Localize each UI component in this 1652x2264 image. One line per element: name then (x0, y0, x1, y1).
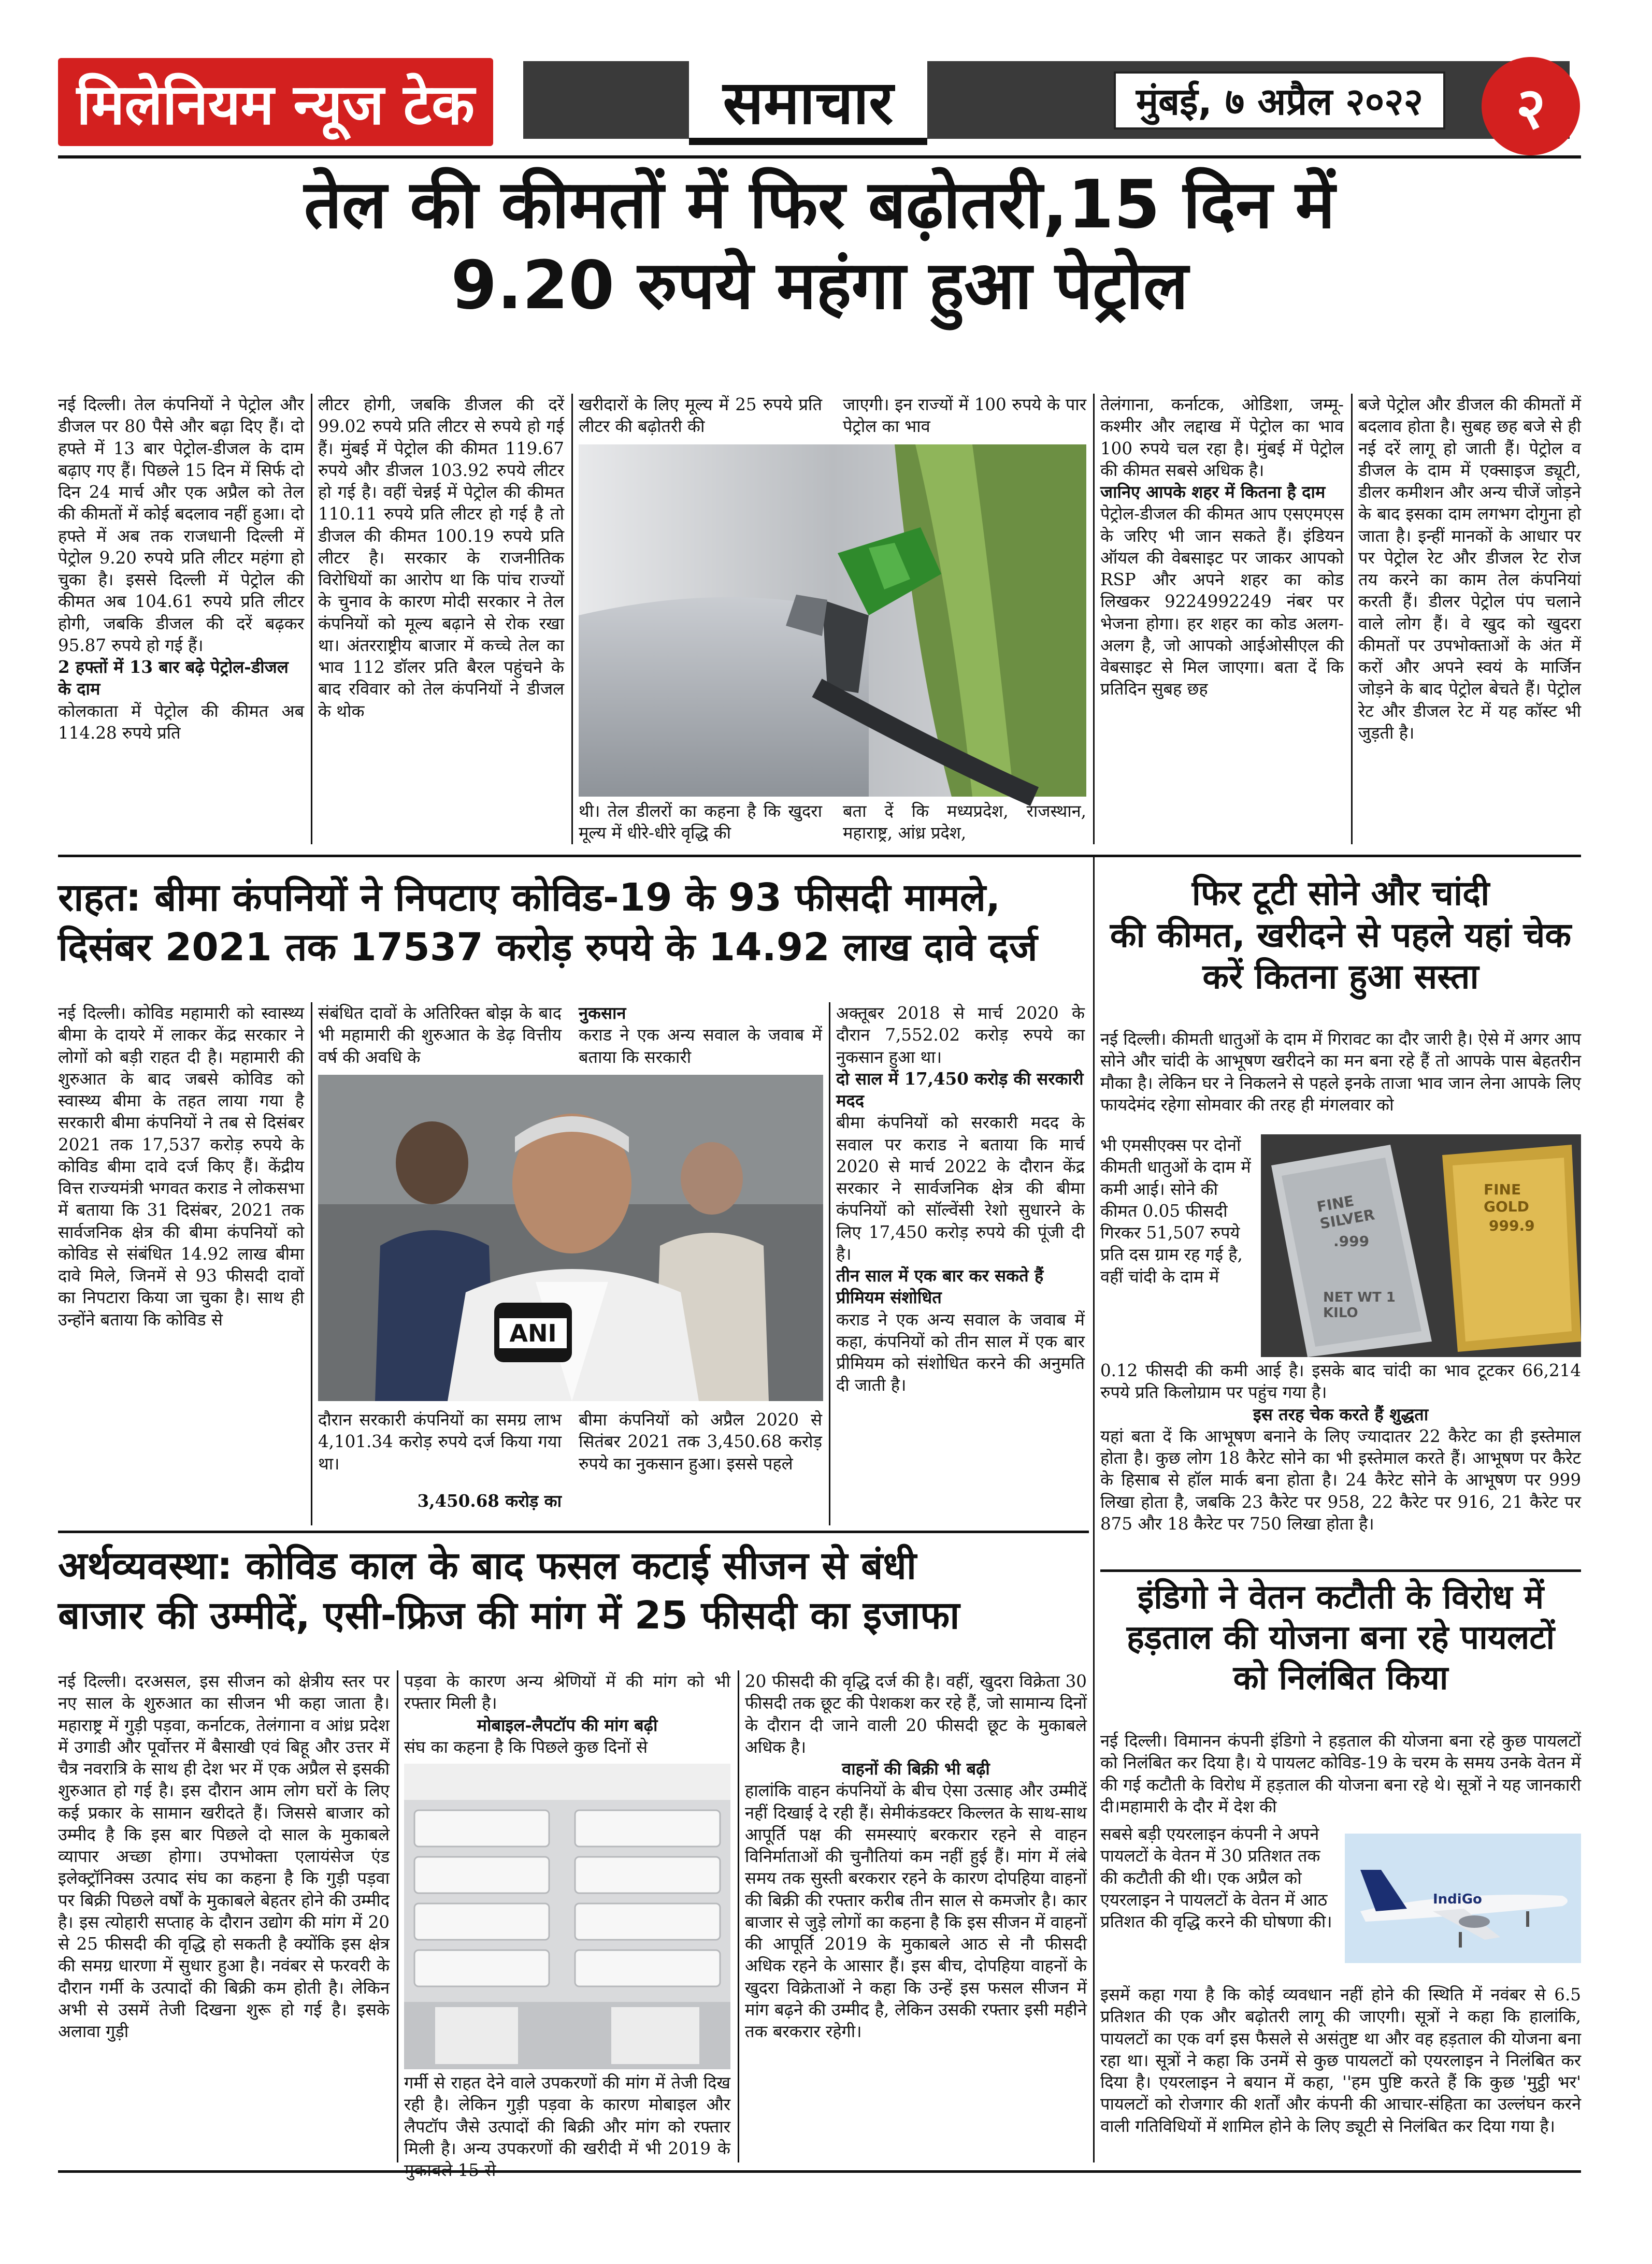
story3-side-text (1100, 1134, 1256, 1357)
story1-headline-line1: तेल की कीमतों में फिर बढ़ोतरी,15 दिन में (304, 166, 1335, 243)
indigo-livery-label: IndiGo (1433, 1892, 1482, 1907)
silver-bar-purity: .999 (1333, 1233, 1370, 1250)
indigo-aircraft-photo (1345, 1834, 1581, 1963)
story2-col4-subhead-2: तीन साल में एक बार कर सकते हैं प्रीमियम संशोधित (836, 1265, 1044, 1308)
story5-headline-line3: को निलंबित किया (1233, 1659, 1448, 1698)
minister-illustration (318, 1075, 823, 1401)
story2-column-3-bottom (579, 1409, 822, 1525)
story3-subhead: इस तरह चेक करते हैं शुद्धता (1253, 1404, 1429, 1424)
story1-col4-top: जाएगी। इन राज्यों में 100 रुपये के पार पेट्रोल का भाव (843, 395, 1086, 437)
column-divider (738, 1670, 739, 2162)
story1-col5-text: तेलंगाना, कर्नाटक, ओडिशा, जम्मू-कश्मीर और लद्दाख में पेट्रोल का भाव 100 रुपये चल रहा है। मुंबई में पेट्रोल की कीमत सबसे अधिक है। (1100, 395, 1344, 480)
section-rule (58, 855, 1581, 857)
silver-bar-weight: NET WT 1 KILO (1323, 1290, 1396, 1321)
gold-bar-purity: 999.9 (1489, 1217, 1535, 1234)
column-divider (829, 1002, 830, 1525)
story1-col5-tail: पेट्रोल-डीजल की कीमत आप एसएमएस के जरिए भी जान सकते हैं। इंडियन ऑयल की वेबसाइट पर जाकर आपको RSP और अपने शहर का कोड लिखकर 9224992249 नंबर पर भेजना होगा। हर शहर का कोड अलग-अलग है, जो आपको आईओसीएल की वेबसाइट से मिल जाएगा। बता दें कि प्रतिदिन सुबह छह (1100, 504, 1344, 699)
story1-column-2 (318, 394, 564, 844)
story5-headline-line1: इंडिगो ने वेतन कटौती के विरोध में (1137, 1578, 1544, 1617)
ani-mic-label: ANI (499, 1318, 567, 1348)
story4-column-3 (745, 1670, 1087, 2162)
story2-col4-a: अक्तूबर 2018 से मार्च 2020 के दौरान 7,552.02 करोड़ रुपये का नुकसान हुआ था। (836, 1003, 1085, 1067)
story1-subhead: 2 हफ्तों में 13 बार बढ़े पेट्रोल-डीजल के दाम (58, 657, 289, 699)
petrol-nozzle-illustration (579, 444, 1086, 797)
appliance-store-photo (404, 1764, 730, 2069)
section-rule (1100, 1569, 1581, 1572)
story1-col3-bottom: थी। तेल डीलरों का कहना है कि खुदरा मूल्य में धीरे-धीरे वृद्धि की (579, 801, 822, 843)
story4-headline (58, 1541, 1089, 1640)
story4-headline-line1: अर्थव्यवस्था: कोविड काल के बाद फसल कटाई सीजन से बंधी (58, 1544, 917, 1588)
story2-headline-line2: दिसंबर 2021 तक 17537 करोड़ रुपये के 14.92 लाख दावे दर्ज (58, 925, 1038, 970)
story2-column-3-top (579, 1002, 822, 1070)
story1-col6-text: बजे पेट्रोल और डीजल की कीमतों में बदलाव होता है। सुबह छह बजे से ही नई दरें लागू हो जाती हैं। पेट्रोल व डीजल के दाम में एक्साइज ड्यूटी, डीलर कमीशन और अन्य चीजें जोड़ने के बाद इसका दाम लगभग दोगुना हो जाता है। इन्हीं मानकों के आधार पर पर पेट्रोल रेट और डीजल रेट रोज तय करने का काम तेल कंपनियां करती हैं। डीलर पेट्रोल पंप चलाने वाले लोग हैं। वे खुद को खुदरा कीमतों पर उपभोक्ताओं के अंत में करों और अपने स्वयं के मार्जिन जोड़ने के बाद पेट्रोल बेचते हैं। पेट्रोल रेट और डीजल रेट में यह कॉस्ट भी जुड़ती है। (1358, 395, 1581, 743)
story3-headline-line1: फिर टूटी सोने और चांदी (1191, 873, 1490, 913)
story2-col4-c: कराड ने एक अन्य सवाल के जवाब में कहा, कंपनियों को तीन साल में एक बार प्रीमियम को संशोधित करने की अनुमति दी जाती है। (836, 1309, 1085, 1395)
story5-tail: इसमें कहा गया है कि कोई व्यवधान नहीं होने की स्थिति में नवंबर से 6.5 प्रतिशत की एक और बढ़ोतरी लागू की जाएगी। सूत्रों ने कहा कि हालांकि, पायलटों का एक वर्ग इस फैसले से असंतुष्ट था और वह हड़ताल की योजना बना रहा था। सूत्रों ने कहा कि उनमें से कुछ पायलटों को एयरलाइन ने निलंबित कर दिया है। एयरलाइन ने बयान में कहा, ''हम पुष्टि करते हैं कि कुछ 'मुट्ठी भर' पायलटों को रोजगार की शर्तों और कंपनी की आचार-संहिता का उल्लंघन करने वाली गतिविधियों में शामिल होने के लिए ड्यूटी से निलंबित कर दिया गया है। (1100, 1985, 1581, 2136)
story5-body (1100, 1984, 1581, 2165)
story3-headline-line2: की कीमत, खरीदने से पहले यहां चेक (1110, 915, 1572, 955)
story1-col4-bottom: बता दें कि मध्यप्रदेश, राजस्थान, महाराष्ट्र, आंध्र प्रदेश, (843, 801, 1086, 843)
story1-column-6 (1358, 394, 1581, 844)
story3-lead (1100, 1028, 1581, 1132)
story4-col3-b: हालांकि वाहन कंपनियों के बीच ऐसा उत्साह और उम्मीदें नहीं दिखाई दे रही हैं। सेमीकंडक्टर किल्लत के साथ-साथ आपूर्ति पक्ष की समस्याएं बरकरार रहने से वाहन विनिर्माताओं की चुनौतियां कम नहीं हुई हैं। मांग में लंबे समय तक सुस्ती बरकरार रहने के कारण दोपहिया वाहनों की बिक्री की रफ्तार करीब तीन साल से कमजोर है। कार बाजार से जुड़े लोगों का कहना है कि इस सीजन में वाहनों की आपूर्ति 2019 के मुकाबले आठ से नौ फीसदी अधिक रहने के आसार हैं। इस बीच, दोपहिया वाहनों के खुदरा विक्रेताओं ने कहा कि उन्हें इस फसल सीजन में मांग बढ़ने की उम्मीद है, लेकिन उसकी रफ्तार इसी महीने तक बरकरार रहेगी। (745, 1781, 1087, 2041)
story1-column-5 (1100, 394, 1344, 844)
story2-headline-line1: राहत: बीमा कंपनियों ने निपटाए कोविड-19 के 93 फीसदी मामले, (58, 875, 1001, 920)
story3-after: 0.12 फीसदी की कमी आई है। इसके बाद चांदी का भाव टूटकर 66,214 रुपये प्रति किलोग्राम पर पहुंच गया है। (1100, 1361, 1581, 1403)
story5-headline (1100, 1577, 1581, 1698)
story4-col3-subhead: वाहनों की बिक्री भी बढ़ी (842, 1758, 990, 1779)
gold-bar-label: FINE GOLD (1484, 1181, 1529, 1215)
story4-headline-line2: बाजार की उम्मीदें, एसी-फ्रिज की मांग में 25 फीसदी का इजाफा (58, 1593, 960, 1638)
column-divider (397, 1670, 398, 2162)
gold-silver-bars-photo (1261, 1134, 1581, 1357)
story2-col4-b: बीमा कंपनियों को सरकारी मदद के सवाल पर कराड ने बताया कि मार्च 2020 से मार्च 2022 के दौरान केंद्र सरकार ने सार्वजनिक क्षेत्र की बीमा कंपनियों को सॉल्वेंसी रेशो सुधारने के लिए 17,450 करोड़ रुपये की पूंजी दी है। (836, 1113, 1085, 1264)
story2-col3-bottom: बीमा कंपनियों को अप्रैल 2020 से सितंबर 2021 तक 3,450.68 करोड़ रुपये का नुकसान हुआ। इससे पहले (579, 1410, 822, 1474)
column-divider (311, 394, 312, 844)
bottom-rule (58, 2170, 1581, 2173)
column-divider (571, 394, 573, 844)
story4-column-1 (58, 1670, 390, 2162)
story4-col1-text: नई दिल्ली। दरअसल, इस सीजन को क्षेत्रीय स्तर पर नए साल के शुरुआत का सीजन भी कहा जाता है। महाराष्ट्र में गुड़ी पड़वा, कर्नाटक, तेलंगाना व आंध्र प्रदेश में उगाडी और पूर्वोत्तर में बैसाखी एवं बिहू और उत्तर में चैत्र नवरात्रि के साथ ही देश भर में एक अप्रैल से इसकी शुरुआत हो गई है। इस दौरान आम लोग घरों के लिए कई प्रकार के सामान खरीदते हैं। जिससे बाजार को उम्मीद है कि इस बार पिछले दो साल के मुकाबले व्यापार अच्छा होगा। उपभोक्ता एलायंसेज एंड इलेक्ट्रॉनिक्स उत्पाद संघ का कहना है कि गुड़ी पड़वा पर बिक्री पिछले वर्षों के मुकाबले बेहतर होने की उम्मीद है। इस त्योहारी सप्ताह के दौरान उद्योग की मांग में 20 से 25 फीसदी की वृद्धि हो सकती है क्योंकि इस क्षेत्र की समग्र धारणा में सुधार हुआ है। नवंबर से फरवरी के दौरान गर्मी के उत्पादों की बिक्री कम होती है। लेकिन अभी से उसमें तेजी दिखना शुरू हो गई है। इसके अलावा गुड़ी (58, 1671, 390, 2041)
column-divider (1093, 857, 1095, 2162)
column-divider (1093, 394, 1095, 844)
story2-figure-subhead: 3,450.68 करोड़ का (417, 1490, 562, 1511)
minister-speaking-photo (318, 1075, 823, 1401)
silver-bar-label: FINE SILVER (1315, 1192, 1376, 1233)
story3-lead-text: नई दिल्ली। कीमती धातुओं के दाम में गिरावट का दौर जारी है। ऐसे में अगर आप सोने और चांदी के आभूषण खरीदने का मन बना रहे हैं तो आपके पास बेहतरीन मौका है। लेकिन घर ने निकलने से पहले इनके ताजा भाव जान लेना आपके लिए फायदेमंद रहेगा सोमवार की तरह ही मंगलवार को (1100, 1029, 1581, 1115)
story1-col5-subhead: जानिए आपके शहर में कितना है दाम (1100, 482, 1326, 502)
story1-col2-text: लीटर होगी, जबकि डीजल की दरें 99.02 रुपये प्रति लीटर से रुपये हो गई हैं। मुंबई में पेट्रोल की कीमत 119.67 रुपये और डीजल 103.92 रुपये लीटर हो गई है। वहीं चेन्नई में पेट्रोल की कीमत 110.11 रुपये प्रति लीटर हो गई है तो डीजल की कीमत 100.19 रुपये प्रति लीटर है। सरकार के राजनीतिक विरोधियों का आरोप था कि पांच राज्यों के चुनाव के कारण मोदी सरकार ने तेल कंपनियों को मूल्य बढ़ाने से रोक रखा था। अंतरराष्ट्रीय बाजार में कच्चे तेल का भाव 112 डॉलर प्रति बैरल पहुंचने के बाद रविवार को तेल कंपनियों ने डीजल के थोक (318, 395, 564, 721)
story4-col2-top: पड़वा के कारण अन्य श्रेणियों में की मांग को भी रफ्तार मिली है। (404, 1671, 730, 1713)
story3-tail: यहां बता दें कि आभूषण बनाने के लिए ज्यादातर 22 कैरेट का ही इस्तेमाल होता है। कुछ लोग 18 कैरेट सोने का भी इस्तेमाल करते हैं। आभूषण पर कैरेट के हिसाब से हॉल मार्क बना होता है। 24 कैरेट सोने के आभूषण पर 999 लिखा होता है, जबकि 23 कैरेट पर 958, 22 कैरेट पर 916, 21 कैरेट पर 875 और 18 कैरेट पर 750 लिखा होता है। (1100, 1426, 1581, 1534)
column-divider (311, 1002, 312, 1525)
masthead-rule (58, 155, 1581, 158)
story5-headline-line2: हड़ताल की योजना बना रहे पायलटों (1126, 1619, 1555, 1657)
story1-headline (58, 165, 1581, 326)
story1-col3-top: खरीदारों के लिए मूल्य में 25 रुपये प्रति लीटर की बढ़ोतरी की (579, 395, 822, 437)
story4-col2-bottom: गर्मी से राहत देने वाले उपकरणों की मांग में तेजी दिख रही है। लेकिन गुड़ी पड़वा के कारण मोबाइल और लैपटॉप जैसे उत्पादों की बिक्री और मांग को रफ्तार मिली है। अन्य उपकरणों की खरीदी में भी 2019 के (404, 2073, 730, 2158)
story1-column-1 (58, 394, 304, 844)
story2-col2-bottom: दौरान सरकारी कंपनियों का समग्र लाभ 4,101.34 करोड़ रुपये दर्ज किया गया था। (318, 1410, 562, 1474)
story2-col3-top: कराड ने एक अन्य सवाल के जवाब में बताया कि सरकारी (579, 1025, 822, 1067)
story1-column-4-bottom (843, 800, 1086, 845)
page-number: २ (1482, 57, 1580, 155)
story5-lead-text: नई दिल्ली। विमानन कंपनी इंडिगो ने हड़ताल की योजना बना रहे कुछ पायलटों को निलंबित कर दिया है। ये पायलट कोविड-19 के चरम के समय उनके वेतन में की गई कटौती के विरोध में हड़ताल की योजना बना रहे थे। सूत्रों ने यह जानकारी दी।महामारी के दौर में देश की (1100, 1731, 1581, 1816)
story1-headline-line2: 9.20 रुपये महंगा हुआ पेट्रोल (451, 247, 1188, 325)
story5-side-text (1100, 1823, 1340, 1981)
story2-col3-subhead: नुकसान (579, 1003, 626, 1023)
story4-col2-top2: संघ का कहना है कि पिछले कुछ दिनों से (404, 1737, 648, 1757)
story2-column-2-bottom (318, 1409, 562, 1525)
air-conditioner-display-illustration (404, 1764, 730, 2069)
story2-col1-text: नई दिल्ली। कोविड महामारी को स्वास्थ्य बीमा के दायरे में लाकर केंद्र सरकार ने लोगों को बड़ी राहत दी है। महामारी की शुरुआत के बाद जबसे कोविड को स्वास्थ्य बीमा के तहत लाया गया है सरकारी बीमा कंपनियों ने तब से दिसंबर 2021 तक 17,537 करोड़ रुपये के कोविड बीमा दावे दर्ज किए हैं। केंद्रीय वित्त राज्यमंत्री भगवत कराड ने लोकसभा में बताया कि 31 दिसंबर, 2021 तक सार्वजनिक क्षेत्र की बीमा कंपनियों को कोविड से संबंधित 14.92 लाख बीमा दावे मिले, जिनमें से 93 फीसदी दावों का निपटारा किया जा चुका है। साथ ही उन्होंने बताया कि कोविड से (58, 1003, 304, 1330)
story1-col1-text: नई दिल्ली। तेल कंपनियों ने पेट्रोल और डीजल पर 80 पैसे और बढ़ा दिए हैं। दो हफ्ते में 13 बार पेट्रोल-डीजल के दाम बढ़ाए गए हैं। पिछले 15 दिन में सिर्फ दो दिन 24 मार्च और एक अप्रैल को तेल की कीमतों में कोई बदलाव नहीं हुआ। दो हफ्ते में अब तक राजधानी दिल्ली में पेट्रोल 9.20 रुपये प्रति लीटर महंगा हो चुका है। इससे दिल्ली में पेट्रोल की कीमत अब 104.61 रुपये प्रति लीटर होगी, जबकि डीजल की दरें बढ़कर 95.87 रुपये हो गई हैं। (58, 395, 304, 655)
story5-lead (1100, 1730, 1581, 1821)
story3-side: भी एमसीएक्स पर दोनों कीमती धातुओं के दाम में कमी आई। सोने की कीमत 0.05 फीसदी गिरकर 51,507 रुपये प्रति दस ग्राम रह गई है, वहीं चांदी के दाम में (1100, 1135, 1251, 1287)
petrol-nozzle-photo (579, 444, 1086, 797)
story3-headline-line3: करें कितना हुआ सस्ता (1202, 957, 1479, 997)
story1-column-4-top (843, 394, 1086, 438)
story2-column-1 (58, 1002, 304, 1525)
newspaper-brand: मिलेनियम न्यूज टेक (58, 58, 493, 146)
story2-column-4 (836, 1002, 1085, 1525)
story3-body (1100, 1360, 1581, 1567)
story2-headline (58, 873, 1099, 972)
section-rule (58, 1531, 1089, 1533)
story4-column-2-bottom (404, 2072, 730, 2162)
issue-date: मुंबई, ७ अप्रैल २०२२ (1114, 71, 1445, 129)
story2-col4-subhead-1: दो साल में 17,450 करोड़ की सरकारी मदद (836, 1068, 1084, 1111)
story4-col3-a: 20 फीसदी की वृद्धि दर्ज की है। वहीं, खुदरा विक्रेता 30 फीसदी तक छूट की पेशकश कर रहे हैं, जो सामान्य दिनों के दौरान दी जाने वाली 20 फीसदी छूट के मुकाबले अधिक है। (745, 1671, 1087, 1757)
story1-col1-tail: कोलकाता में पेट्रोल की कीमत अब 114.28 रुपये प्रति (58, 701, 304, 743)
story1-column-3-top (579, 394, 822, 438)
story2-col2-top: संबंधित दावों के अतिरिक्त बोझ के बाद भी महामारी की शुरुआत के डेढ़ वित्तीय वर्ष की अवधि के (318, 1003, 562, 1067)
story4-col2-subhead: मोबाइल-लैपटॉप की मांग बढ़ी (477, 1714, 658, 1735)
bullion-illustration (1261, 1134, 1581, 1357)
story3-headline (1100, 873, 1581, 998)
story4-column-2-top (404, 1670, 730, 1761)
section-title: समाचार (689, 61, 927, 139)
story2-column-2-top (318, 1002, 562, 1070)
story1-column-3-bottom (579, 800, 822, 845)
column-divider (1351, 394, 1353, 844)
story5-side: सबसे बड़ी एयरलाइन कंपनी ने अपने पायलटों के वेतन में 30 प्रतिशत तक की कटौती की थी। एक अप्रैल को एयरलाइन ने पायलटों के वेतन में आठ प्रतिशत की वृद्धि करने की घोषणा की। (1100, 1824, 1332, 1931)
